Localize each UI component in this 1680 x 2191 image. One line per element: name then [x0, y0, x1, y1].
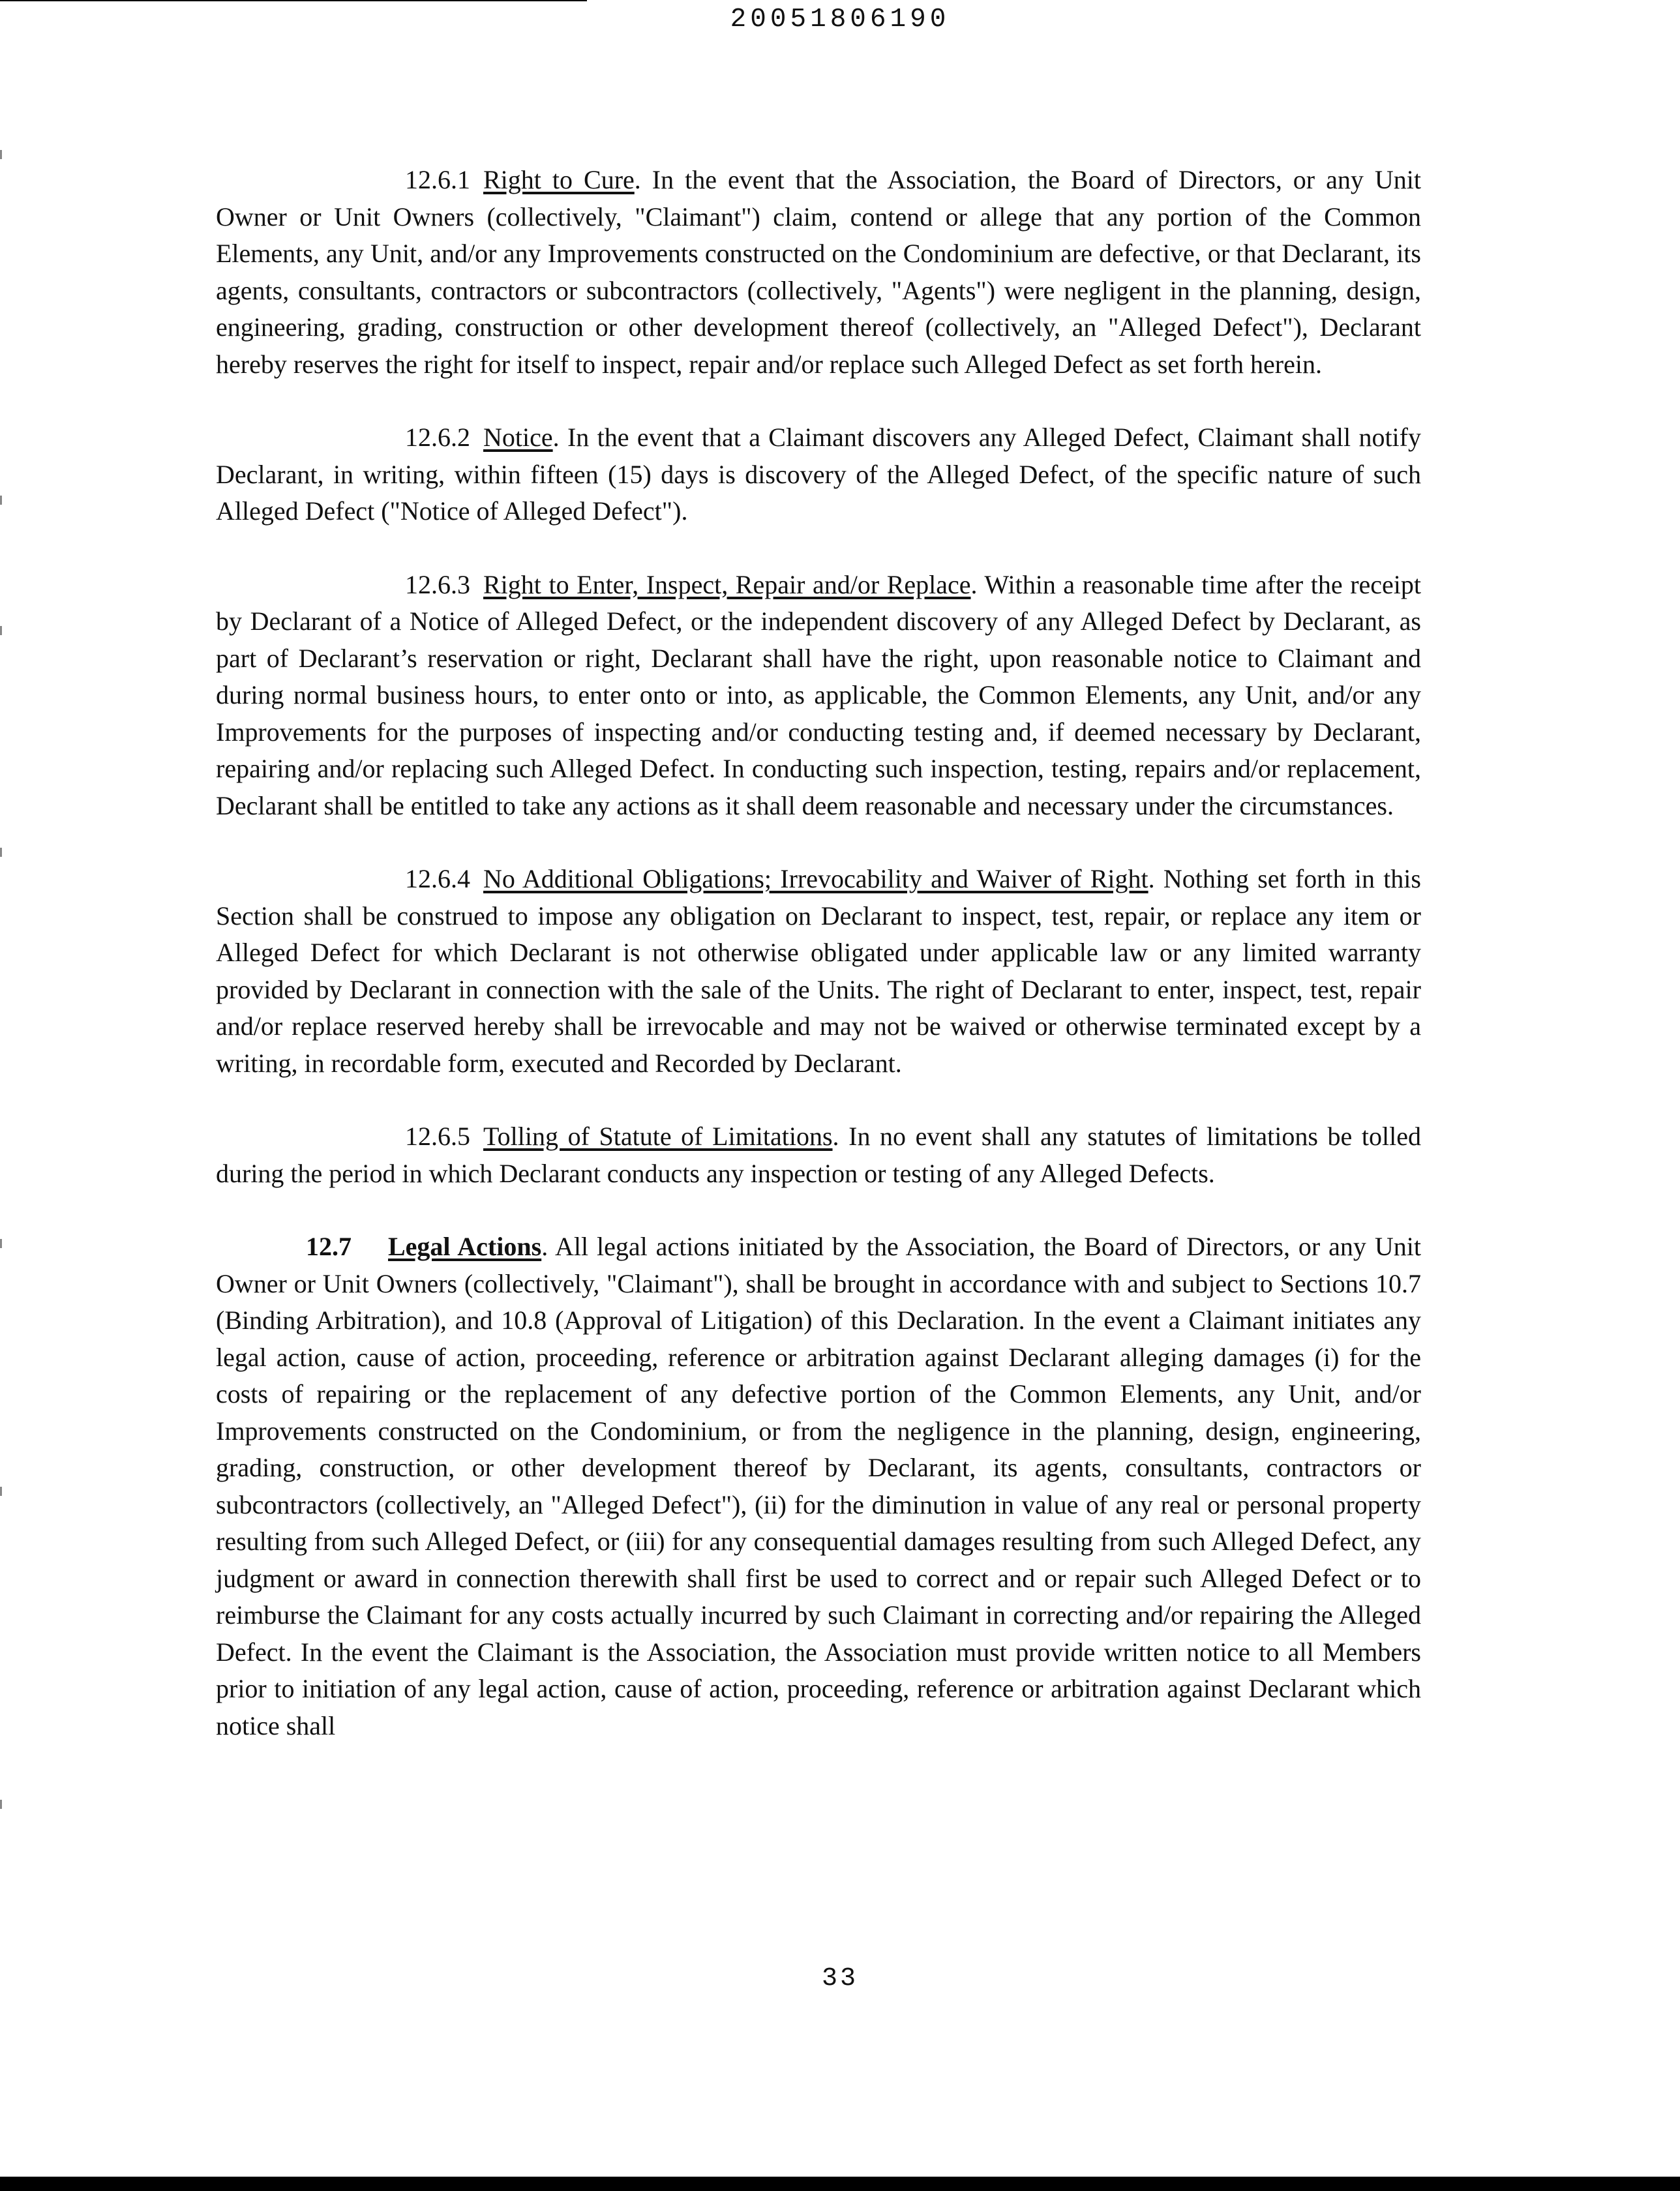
- section-number: 12.6.2: [405, 423, 470, 452]
- section-text: Nothing set forth in this Section shall be construed to impose any obligation on Declarant to inspect, test, repair, or replace any item or Alleged Defect for which Declarant is not otherwise obligated under applicable law or any limited warranty provided by Declarant in connection with the sale of the Units. The right of Declarant to enter, inspect, test, repair and/or replace reserved hereby shall be irrevocable and may not be waived or otherwise terminated except by a writing, in recordable form, executed and Recorded by Declarant.: [216, 864, 1421, 1078]
- section-heading: Right to Enter, Inspect, Repair and/or Replace: [483, 569, 971, 599]
- bottom-scan-border: [0, 2177, 1680, 2191]
- document-number: 20051806190: [730, 5, 950, 35]
- document-body: [216, 162, 1421, 1781]
- scan-tick: [0, 496, 2, 505]
- section-number: 12.6.5: [405, 1122, 470, 1151]
- section-text: In no event shall any statutes of limitations be tolled during the period in which Declarant conducts any inspection or testing of any Alleged Defects.: [216, 1122, 1421, 1188]
- scan-tick: [0, 626, 2, 635]
- section-heading: Notice: [483, 423, 553, 452]
- section-number: 12.6.3: [405, 569, 470, 599]
- section-number: 12.6.4: [405, 864, 470, 893]
- section-12-6-4: 12.6.4 No Additional Obligations; Irrevocability and Waiver of Right. Nothing set forth in this Section shall be construed to impose any obligation on Declarant to inspect, test, repair, or replace any item or Alleged Defect for which Declarant is not otherwise obligated under applicable law or any limited warranty provided by Declarant in connection with the sale of the Units. The right of Declarant to enter, inspect, test, repair and/or replace reserved hereby shall be irrevocable and may not be waived or otherwise terminated except by a writing, in recordable form, executed and Recorded by Declarant.: [216, 864, 1421, 1078]
- section-heading: Right to Cure: [483, 165, 635, 194]
- section-number: 12.7: [306, 1232, 352, 1261]
- section-12-6-3: 12.6.3 Right to Enter, Inspect, Repair and/or Replace. Within a reasonable time after the receipt by Declarant of a Notice of Alleged Defect, or the independent discovery of any Alleged Defect by Declarant, as part of Declarant’s reservation or right, Declarant shall have the right, upon reasonable notice to Claimant and during normal business hours, to enter onto or into, as applicable, the Common Elements, any Unit, and/or any Improvements for the purposes of inspecting and/or conducting testing and, if deemed necessary by Declarant, repairing and/or replacing such Alleged Defect. In conducting such inspection, testing, repairs and/or replacement, Declarant shall be entitled to take any actions as it shall deem reasonable and necessary under the circumstances.: [216, 569, 1421, 820]
- section-text: All legal actions initiated by the Association, the Board of Directors, or any Unit Owner or Unit Owners (collectively, "Claimant"), shall be brought in accordance with and subject to Sections 10.7 (Binding Arbitration), and 10.8 (Approval of Litigation) of this Declaration. In the event a Claimant initiates any legal action, cause of action, proceeding, reference or arbitration against Declarant alleging damages (i) for the costs of repairing or the replacement of any defective portion of the Common Elements, any Unit, and/or Improvements constructed on the Condominium, or from the negligence in the planning, design, engineering, grading, construction, or other development thereof by Declarant, its agents, consultants, contractors or subcontractors (collectively, an "Alleged Defect"), (ii) for the diminution in value of any real or personal property resulting from such Alleged Defect, or (iii) for any consequential damages resulting from such Alleged Defect, any judgment or award in connection therewith shall first be used to correct and or repair such Alleged Defect or to reimburse the Claimant for any costs actually incurred by such Claimant in correcting and/or repairing the Alleged Defect. In the event the Claimant is the Association, the Association must provide written notice to all Members prior to initiation of any legal action, cause of action, proceeding, reference or arbitration against Declarant which notice shall: [216, 1232, 1421, 1740]
- section-heading: Legal Actions: [388, 1232, 542, 1261]
- section-12-6-1: 12.6.1 Right to Cure. In the event that the Association, the Board of Directors, or any Unit Owner or Unit Owners (collectively, "Claimant") claim, contend or allege that any portion of the Common Elements, any Unit, and/or any Improvements constructed on the Condominium are defective, or that Declarant, its agents, consultants, contractors or subcontractors (collectively, "Agents") were negligent in the planning, design, engineering, grading, construction or other development thereof (collectively, an "Alleged Defect"), Declarant hereby reserves the right for itself to inspect, repair and/or replace such Alleged Defect as set forth herein.: [216, 165, 1421, 379]
- scan-edge-marks: [0, 130, 2, 2021]
- section-12-6-2: 12.6.2 Notice. In the event that a Claimant discovers any Alleged Defect, Claimant shall notify Declarant, in writing, within fifteen (15) days is discovery of the Alleged Defect, of the specific nature of such Alleged Defect ("Notice of Alleged Defect").: [216, 423, 1421, 526]
- section-text: In the event that the Association, the Board of Directors, or any Unit Owner or Unit Owners (collectively, "Claimant") claim, contend or allege that any portion of the Common Elements, any Unit, and/or any Improvements constructed on the Condominium are defective, or that Declarant, its agents, consultants, contractors or subcontractors (collectively, "Agents") were negligent in the planning, design, engineering, grading, construction or other development thereof (collectively, an "Alleged Defect"), Declarant hereby reserves the right for itself to inspect, repair and/or replace such Alleged Defect as set forth herein.: [216, 165, 1421, 379]
- section-heading: No Additional Obligations; Irrevocability and Waiver of Right: [483, 864, 1148, 893]
- section-heading: Tolling of Statute of Limitations: [483, 1122, 833, 1151]
- section-number: 12.6.1: [405, 165, 470, 194]
- scan-tick: [0, 1239, 2, 1248]
- section-12-6-5: 12.6.5 Tolling of Statute of Limitations. In no event shall any statutes of limitations be tolled during the period in which Declarant conducts any inspection or testing of any Alleged Defects.: [216, 1122, 1421, 1188]
- section-12-7: 12.7 Legal Actions. All legal actions initiated by the Association, the Board of Directors, or any Unit Owner or Unit Owners (collectively, "Claimant"), shall be brought in accordance with and subject to Sections 10.7 (Binding Arbitration), and 10.8 (Approval of Litigation) of this Declaration. In the event a Claimant initiates any legal action, cause of action, proceeding, reference or arbitration against Declarant alleging damages (i) for the costs of repairing or the replacement of any defective portion of the Common Elements, any Unit, and/or Improvements constructed on the Condominium, or from the negligence in the planning, design, engineering, grading, construction, or other development thereof by Declarant, its agents, consultants, contractors or subcontractors (collectively, an "Alleged Defect"), (ii) for the diminution in value of any real or personal property resulting from such Alleged Defect, or (iii) for any consequential damages resulting from such Alleged Defect, any judgment or award in connection therewith shall first be used to correct and or repair such Alleged Defect or to reimburse the Claimant for any costs actually incurred by such Claimant in correcting and/or repairing the Alleged Defect. In the event the Claimant is the Association, the Association must provide written notice to all Members prior to initiation of any legal action, cause of action, proceeding, reference or arbitration against Declarant which notice shall: [216, 1232, 1421, 1740]
- scan-tick: [0, 848, 2, 857]
- scan-tick: [0, 150, 2, 159]
- scan-tick: [0, 1487, 2, 1496]
- section-text: Within a reasonable time after the receipt by Declarant of a Notice of Alleged Defect, or the independent discovery of any Alleged Defect by Declarant, as part of Declarant’s reservation or right, Declarant shall have the right, upon reasonable notice to Claimant and during normal business hours, to enter onto or into, as applicable, the Common Elements, any Unit, and/or any Improvements for the purposes of inspecting and/or conducting testing and, if deemed necessary by Declarant, repairing and/or replacing such Alleged Defect. In conducting such inspection, testing, repairs and/or replacement, Declarant shall be entitled to take any actions as it shall deem reasonable and necessary under the circumstances.: [216, 569, 1421, 820]
- page-number: 33: [821, 1964, 858, 1993]
- scan-tick: [0, 1800, 2, 1809]
- section-text: In the event that a Claimant discovers any Alleged Defect, Claimant shall notify Declarant, in writing, within fifteen (15) days is discovery of the Alleged Defect, of the specific nature of such Alleged Defect ("Notice of Alleged Defect").: [216, 423, 1421, 526]
